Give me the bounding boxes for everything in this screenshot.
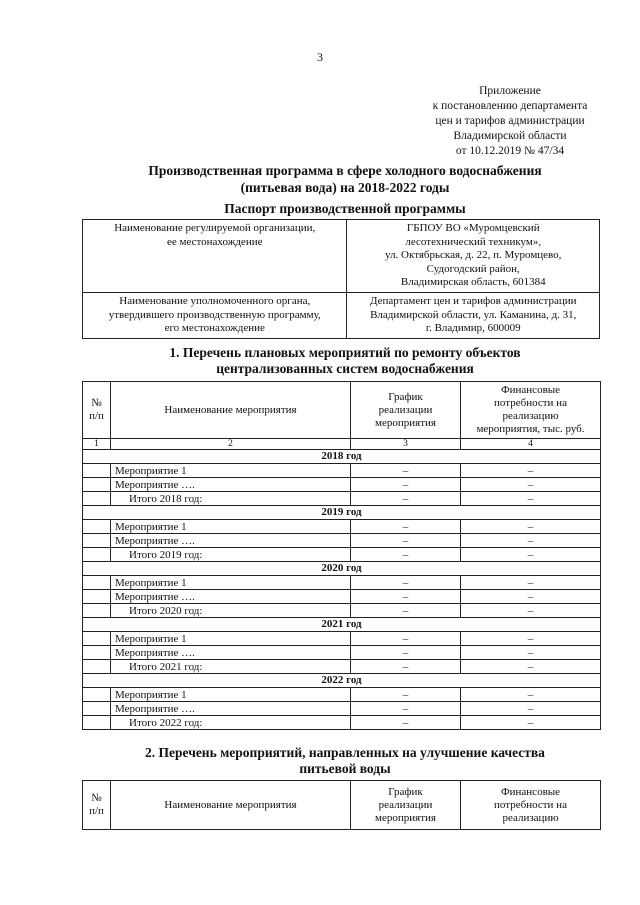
table-header-row: [83, 781, 601, 830]
text-line: потребности на: [494, 397, 567, 409]
number-cell: [83, 590, 111, 604]
text-line: лесотехнический техникум»,: [405, 235, 542, 248]
header-cell-number: [83, 382, 111, 439]
year-row: [83, 450, 601, 464]
schedule-cell: –: [351, 646, 461, 660]
number-cell: [83, 660, 111, 674]
total-row: [83, 716, 601, 730]
event-row: [83, 464, 601, 478]
appendix-line: к постановлению департамента: [432, 100, 588, 112]
event-name: Мероприятие ….: [111, 702, 351, 716]
finance-cell: –: [461, 632, 601, 646]
event-row: [83, 632, 601, 646]
text-line: №: [91, 397, 102, 409]
table-header-row: [83, 382, 601, 439]
event-name: Мероприятие 1: [111, 632, 351, 646]
event-row: [83, 534, 601, 548]
total-label: Итого 2021 год:: [111, 660, 351, 674]
finance-cell: –: [461, 688, 601, 702]
schedule-cell: –: [351, 478, 461, 492]
year-row: [83, 562, 601, 576]
text-line: ул. Октябрьская, д. 22, п. Муромцево,: [385, 249, 562, 262]
finance-cell: –: [461, 660, 601, 674]
event-row: [83, 688, 601, 702]
text-line: Судогодский район,: [426, 262, 520, 275]
text-line: ее местонахождение: [166, 235, 263, 248]
event-row: [83, 590, 601, 604]
section2-title: [80, 745, 610, 777]
column-number: 4: [461, 439, 601, 450]
schedule-cell: –: [351, 716, 461, 730]
total-label: Итого 2022 год:: [111, 716, 351, 730]
event-name: Мероприятие ….: [111, 534, 351, 548]
text-line: мероприятия: [375, 416, 436, 429]
total-label: Итого 2018 год:: [111, 492, 351, 506]
header-cell-finance: [461, 781, 601, 830]
schedule-cell: –: [351, 660, 461, 674]
year-label: 2019 год: [83, 506, 601, 520]
number-cell: [83, 492, 111, 506]
header-cell-name: Наименование мероприятия: [111, 781, 351, 830]
header-cell-schedule: [351, 781, 461, 830]
number-cell: [83, 464, 111, 478]
appendix-line: цен и тарифов администрации: [435, 115, 585, 127]
section-title-line: 2. Перечень мероприятий, направленных на улучшение качества: [145, 745, 545, 760]
schedule-cell: –: [351, 492, 461, 506]
event-name: Мероприятие ….: [111, 590, 351, 604]
repair-events-table: [82, 381, 601, 730]
year-label: 2021 год: [83, 618, 601, 632]
finance-cell: –: [461, 464, 601, 478]
text-line: мероприятия, тыс. руб.: [476, 423, 585, 435]
text-line: реализации: [378, 798, 433, 811]
schedule-cell: –: [351, 604, 461, 618]
text-line: потребности на: [494, 798, 567, 811]
finance-cell: –: [461, 646, 601, 660]
document-title-line: Производственная программа в сфере холодного водоснабжения: [148, 163, 542, 178]
year-label: 2020 год: [83, 562, 601, 576]
text-line: мероприятия: [375, 811, 436, 824]
text-line: п/п: [89, 410, 104, 422]
text-line: Наименование регулируемой организации,: [114, 222, 316, 234]
year-row: [83, 618, 601, 632]
section-title-line: питьевой воды: [299, 761, 391, 776]
appendix-line: Приложение: [479, 85, 541, 97]
schedule-cell: –: [351, 576, 461, 590]
event-row: [83, 702, 601, 716]
number-cell: [83, 646, 111, 660]
passport-row: [83, 220, 600, 293]
finance-cell: –: [461, 548, 601, 562]
text-line: Департамент цен и тарифов администрации: [369, 295, 577, 307]
year-label: 2018 год: [83, 450, 601, 464]
text-line: №: [91, 792, 102, 804]
text-line: г. Владимир, 600009: [425, 322, 521, 334]
event-name: Мероприятие 1: [111, 464, 351, 478]
finance-cell: –: [461, 702, 601, 716]
schedule-cell: –: [351, 632, 461, 646]
text-line: Наименование уполномоченного органа,: [119, 295, 311, 307]
column-number: 3: [351, 439, 461, 450]
document-title: [80, 162, 610, 196]
appendix-block: [410, 84, 610, 159]
number-cell: [83, 604, 111, 618]
quality-events-table: [82, 780, 601, 830]
event-name: Мероприятие 1: [111, 688, 351, 702]
header-cell-number: [83, 781, 111, 830]
total-row: [83, 660, 601, 674]
finance-cell: –: [461, 492, 601, 506]
total-row: [83, 604, 601, 618]
text-line: График: [388, 390, 423, 403]
event-name: Мероприятие ….: [111, 646, 351, 660]
number-cell: [83, 520, 111, 534]
total-label: Итого 2020 год:: [111, 604, 351, 618]
passport-title: Паспорт производственной программы: [224, 201, 466, 216]
event-name: Мероприятие 1: [111, 576, 351, 590]
schedule-cell: –: [351, 464, 461, 478]
text-line: реализации: [378, 403, 433, 416]
finance-cell: –: [461, 604, 601, 618]
finance-cell: –: [461, 478, 601, 492]
text-line: ГБПОУ ВО «Муромцевский: [406, 222, 540, 235]
total-label: Итого 2019 год:: [111, 548, 351, 562]
text-line: Владимирская область, 601384: [400, 276, 546, 289]
header-cell-finance: [461, 382, 601, 439]
event-name: Мероприятие ….: [111, 478, 351, 492]
page-number: 3: [317, 50, 323, 64]
schedule-cell: –: [351, 590, 461, 604]
text-line: Владимирской области, ул. Каманина, д. 31,: [370, 308, 577, 321]
text-line: реализацию: [502, 811, 559, 824]
total-row: [83, 548, 601, 562]
schedule-cell: –: [351, 702, 461, 716]
finance-cell: –: [461, 520, 601, 534]
number-cell: [83, 534, 111, 548]
passport-table: [82, 219, 600, 339]
column-number-row: [83, 439, 601, 450]
finance-cell: –: [461, 716, 601, 730]
schedule-cell: –: [351, 520, 461, 534]
event-row: [83, 478, 601, 492]
section-title-line: 1. Перечень плановых мероприятий по ремонту объектов: [169, 345, 521, 360]
passport-value: [347, 293, 600, 339]
schedule-cell: –: [351, 548, 461, 562]
column-number: 1: [83, 439, 111, 450]
text-line: реализацию: [502, 410, 559, 422]
year-row: [83, 506, 601, 520]
passport-value: [347, 220, 600, 293]
header-cell-name: Наименование мероприятия: [111, 382, 351, 439]
header-cell-schedule: [351, 382, 461, 439]
number-cell: [83, 576, 111, 590]
text-line: Финансовые: [500, 785, 561, 798]
event-row: [83, 520, 601, 534]
text-line: его местонахождение: [164, 322, 265, 334]
schedule-cell: –: [351, 688, 461, 702]
text-line: Финансовые: [500, 384, 561, 396]
number-cell: [83, 632, 111, 646]
year-row: [83, 674, 601, 688]
passport-row: [83, 293, 600, 339]
event-row: [83, 576, 601, 590]
number-cell: [83, 548, 111, 562]
number-cell: [83, 702, 111, 716]
finance-cell: –: [461, 590, 601, 604]
number-cell: [83, 688, 111, 702]
finance-cell: –: [461, 576, 601, 590]
section1-title: [80, 345, 610, 377]
event-name: Мероприятие 1: [111, 520, 351, 534]
section-title-line: централизованных систем водоснабжения: [216, 361, 474, 376]
schedule-cell: –: [351, 534, 461, 548]
passport-label: [83, 293, 347, 339]
event-row: [83, 646, 601, 660]
text-line: График: [388, 785, 423, 798]
appendix-line: Владимирской области: [453, 130, 567, 142]
document-title-line: (питьевая вода) на 2018-2022 годы: [240, 180, 450, 195]
finance-cell: –: [461, 534, 601, 548]
text-line: утвердившего производственную программу,: [108, 308, 321, 321]
column-number: 2: [111, 439, 351, 450]
number-cell: [83, 478, 111, 492]
appendix-line: от 10.12.2019 № 47/34: [455, 145, 565, 157]
year-label: 2022 год: [83, 674, 601, 688]
text-line: п/п: [89, 805, 104, 817]
total-row: [83, 492, 601, 506]
number-cell: [83, 716, 111, 730]
passport-label: [83, 220, 347, 293]
